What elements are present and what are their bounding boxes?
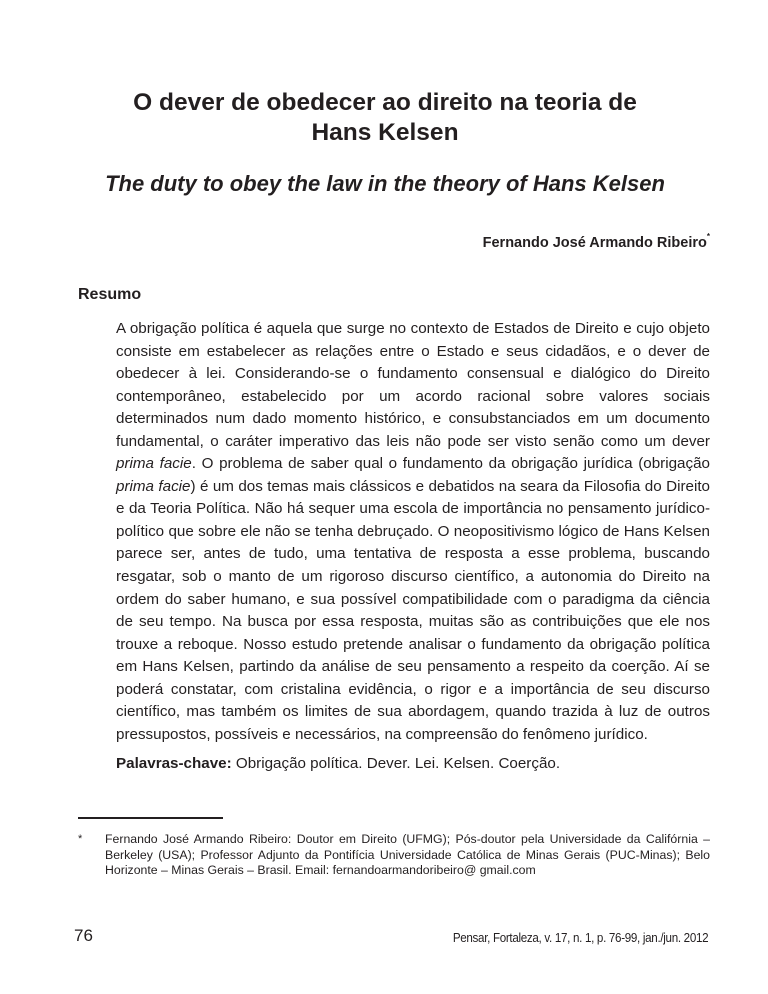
author-name: Fernando José Armando Ribeiro — [482, 234, 707, 251]
page-number: 76 — [74, 926, 93, 945]
abstract-text-part-2: . O problema de saber qual o fundamento da obrigação jurídica (obrigação — [191, 455, 710, 473]
abstract-body — [116, 318, 710, 746]
keywords-list: Obrigação política. Dever. Lei. Kelsen. Coerção. — [231, 755, 561, 772]
abstract-text-part-1: A obrigação política é aquela que surge no contexto de Estados de Direito e cujo objeto consiste em estabelecer as relações entre o Estado e seus cidadãos, e o dever de obedecer à lei. Considerando-se o fundamento consensual e dialógico do Direito contemporâneo, estabelecido por um acordo racional sobre valores sociais determinados num dado momento histórico, e consubstanciados em um documento fundamental, o caráter imperativo das leis não pode ser visto senão como um dever — [116, 320, 710, 450]
footnote-mark: * — [78, 833, 83, 845]
keywords-label: Palavras-chave: — [116, 755, 232, 772]
author-byline — [483, 229, 710, 253]
article-title-line-2: Hans Kelsen — [311, 119, 459, 146]
keywords — [116, 754, 710, 774]
abstract-latin-term: prima facie — [116, 477, 191, 495]
abstract-text-part-3: ) é um dos temas mais clássicos e debatidos na seara da Filosofia do Direito e da Teoria Política. Não há sequer uma escola de importância no pensamento jurídico-político que sobre ele não se tenha debruçado. O neopositivismo lógico de Hans Kelsen parece ser, antes de tudo, uma tentativa de resposta a esse problema, buscando resgatar, sob o manto de um rigoroso discurso científico, a autonomia do Direito na ordem do saber humano, e sua possível compatibilidade com o paradigma da ciência de seu tempo. Na busca por essa resposta, muitas são as contribuições que ele nos trouxe a reboque. Nosso estudo pretende analisar o fundamento da obrigação política em Hans Kelsen, partindo da análise de seu pensamento a respeito da coerção. Aí se poderá constatar, com cristalina evidência, o rigor e a importância de seu discurso científico, mas também os limites de sua abordagem, quando trazida à luz de outros pressupostos, possíveis e necessários, na compreensão do fenômeno jurídico. — [116, 477, 710, 743]
footnote-separator — [78, 817, 223, 819]
abstract-heading: Resumo — [78, 286, 142, 303]
abstract-latin-term: prima facie — [116, 455, 192, 473]
article-title-line-1: O dever de obedecer ao direito na teoria de — [133, 89, 637, 116]
article-title — [60, 88, 710, 148]
footnote-text: Fernando José Armando Ribeiro: Doutor em Direito (UFMG); Pós-doutor pela Universidade da Califórnia – Berkeley (USA); Professor Adjunto da Pontifícia Universidade Católica de Minas Gerais (PUC-Minas); Belo Horizonte – Minas Gerais – Brasil. Email: fernandoarmandoribeiro@ gmail.com — [105, 832, 710, 878]
journal-citation: Pensar, Fortaleza, v. 17, n. 1, p. 76-99, jan./jun. 2012 — [452, 930, 708, 945]
footnote — [78, 832, 710, 879]
article-subtitle: The duty to obey the law in the theory of Hans Kelsen — [105, 171, 665, 196]
author-footnote-mark: * — [706, 232, 710, 241]
